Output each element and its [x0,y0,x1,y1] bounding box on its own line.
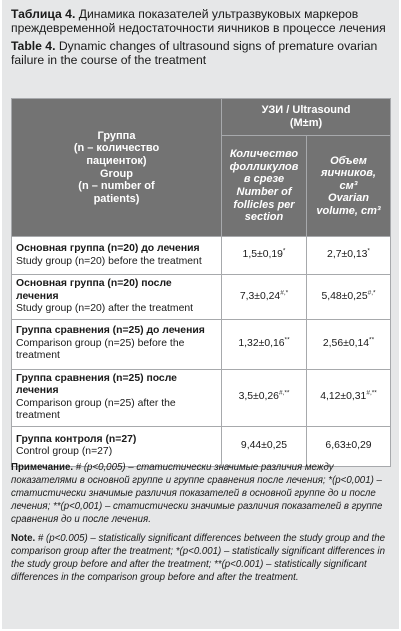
table-notes [11,461,393,584]
header-volume-ru: Объем яичников, см³ [321,154,376,192]
title-russian-text: Динамика показателей ультразвуковых маркеров преждевременной недостаточности яичников в процессе лечения [11,7,386,35]
row-label-en: Comparison group (n=25) after the treatment [16,397,176,421]
header-uzi-en: Ultrasound [292,104,351,117]
header-ovarian-volume [307,136,391,237]
row-label-en: Comparison group (n=25) before the treatment [16,337,185,362]
row-volume-value: 5,48±0,25#,* [307,275,391,320]
note-russian-text: # (p<0,005) – статистически значимые различия между показателями в основной группе и группе сравнения после лечения; *(p<0,001) – статистически значимые различия показателей в основной группе до и после лечения; **(p<0,001) – статистически значимые различия показателей в группе сравнения до и после лечения. [11,462,383,525]
header-ultrasound [222,99,391,136]
header-group-ru: Группа [97,129,136,142]
row-label-ru: Основная группа (n=20) до лечения [16,243,200,254]
header-group-ru-sub: (n – количество пациенток) [73,142,160,167]
table-row [12,237,391,275]
title-english-label: Table 4. [11,39,56,53]
row-label-ru: Группа сравнения (n=25) после лечения [16,372,177,396]
table-row [12,369,391,426]
header-follicles-ru: Количество фолликулов в срезе [229,148,299,186]
ultrasound-table [11,98,391,467]
title-english-text: Dynamic changes of ultrasound signs of premature ovarian failure in the course of the treatment [11,39,378,67]
note-english-text: # (p<0.005) – statistically significant differences between the study group and the comparison group after the treatment; *(p<0.001) – statistically significant differences in the study group before and after the treatment; **(p<0.001) – statistically significant differences in the comparison group before and after the treatment. [11,533,385,583]
table-row [12,319,391,369]
row-volume-value: 6,63±0,29 [307,426,391,466]
row-label-ru: Группа контроля (n=27) [16,433,137,445]
note-russian [11,461,393,526]
row-label-en: Control group (n=27) [16,446,113,457]
table-row [12,426,391,466]
header-uzi-unit: (M±m) [289,117,323,129]
header-group [12,99,222,237]
header-uzi-ru: УЗИ / [261,104,290,117]
note-english-label: Note. [11,533,36,544]
row-label-en: Study group (n=20) after the treatment [16,303,194,314]
row-label-en: Study group (n=20) before the treatment [16,255,202,267]
header-follicles [222,136,307,237]
header-follicles-en: Number of follicles per section [233,186,295,224]
row-volume-value: 2,56±0,14** [307,319,391,369]
table-titles [2,0,399,67]
header-volume-en: Ovarian volume, cm³ [316,192,381,217]
row-volume-value: 2,7±0,13* [307,237,391,275]
row-follicles-value: 9,44±0,25 [222,426,307,466]
row-label-ru: Группа сравнения (n=25) до лечения [16,325,205,337]
row-label-ru: Основная группа (n=20) после лечения [16,278,172,302]
title-english [11,39,390,67]
title-russian-label: Таблица 4. [11,7,76,21]
row-follicles-value: 3,5±0,26#,** [222,369,307,426]
row-volume-value: 4,12±0,31#,** [307,369,391,426]
header-group-en-sub: (n – number of patients) [78,180,155,205]
header-group-en: Group [100,167,133,180]
table-row [12,275,391,320]
document-page [2,0,399,629]
note-english [11,532,393,584]
row-follicles-value: 1,5±0,19* [222,237,307,275]
title-russian [11,7,390,35]
row-follicles-value: 1,32±0,16** [222,319,307,369]
row-follicles-value: 7,3±0,24#,* [222,275,307,320]
note-russian-label: Примечание. [11,462,74,473]
